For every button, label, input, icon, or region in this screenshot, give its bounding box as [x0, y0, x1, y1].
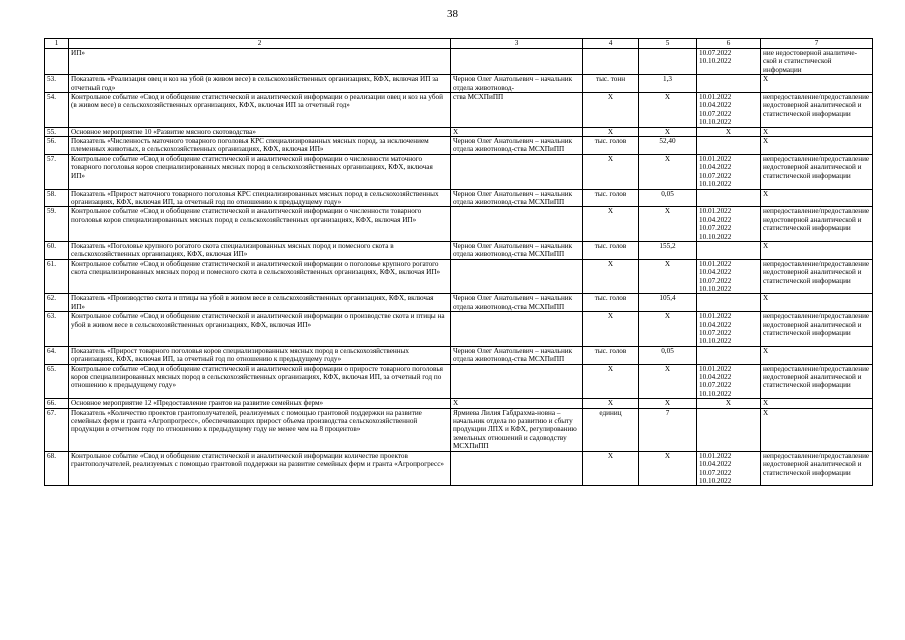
date-item: 10.10.2022: [699, 118, 732, 127]
date-item: 10.01.2022: [699, 207, 732, 216]
note: непредоставление/предоставление недостоверной аналитической и статистической информации: [761, 154, 873, 189]
value: Х: [639, 127, 697, 136]
note: Х: [761, 241, 873, 259]
table-row: [45, 189, 873, 207]
unit: Х: [583, 207, 639, 242]
dates: [697, 207, 761, 242]
date-item: 10.07.2022: [699, 224, 732, 233]
row-description: Показатель «Производство скота и птицы на убой в живом весе в сельскохозяйственных организациях, КФХ, включая ИП»: [69, 294, 451, 312]
value: Х: [639, 312, 697, 347]
table-body: [45, 39, 873, 486]
responsible-person: Ярмиева Лилия Габдрахма-новна – начальник отдела по развитию и сбыту продукции ЛПХ и КФХ, регулированию земельных отношений и садоводству МСХПиПП: [451, 408, 583, 451]
responsible-person: Чернов Олег Анатольевич – начальник отдела животновод-ства МСХПиПП: [451, 294, 583, 312]
date-item: 10.04.2022: [699, 460, 732, 469]
date-item: 10.01.2022: [699, 259, 732, 268]
note: Х: [761, 127, 873, 136]
unit: Х: [583, 127, 639, 136]
note: непредоставление/предоставление недостоверной аналитической и статистической информации: [761, 207, 873, 242]
note: непредоставление/предоставление недостоверной аналитической и статистической информации: [761, 451, 873, 486]
row-description: Показатель «Количество проектов грантополучателей, реализуемых с помощью грантовой поддержки на развитие семейных ферм и гранта «Агропрогресс», обеспечивающих прирост объема производства сельскохозяйственной продукции в отчетном году по отношению к предыдущему году не менее чем на 8 процентов»: [69, 408, 451, 451]
date-item: 10.07.2022: [699, 171, 732, 180]
date-item: 10.04.2022: [699, 373, 732, 382]
responsible-person: Х: [451, 127, 583, 136]
row-description: Основное мероприятие 10 «Развитие мясного скотоводства»: [69, 127, 451, 136]
row-number: 61.: [45, 259, 69, 294]
row-description: Контрольное событие «Свод и обобщение статистической и аналитической информации о поголовье крупного рогатого скота специализированных мясных пород и помесного скота в сельскохозяйственных организациях, КФХ, включая ИП»: [69, 259, 451, 294]
dates: [697, 49, 761, 75]
dates: [697, 364, 761, 399]
value: 0,05: [639, 346, 697, 364]
value: 1,3: [639, 75, 697, 93]
dates: [697, 75, 761, 93]
value: [639, 49, 697, 75]
row-description: Показатель «Поголовье крупного рогатого скота специализированных мясных пород и помесного скота в сельскохозяйственных организациях, КФХ, включая ИП»: [69, 241, 451, 259]
date-item: 10.04.2022: [699, 101, 732, 110]
date-item: 10.07.2022: [699, 276, 732, 285]
table-row: [45, 408, 873, 451]
dates: [697, 408, 761, 451]
unit: Х: [583, 451, 639, 486]
responsible-person: Чернов Олег Анатольевич – начальник отдела животновод-ства МСХПиПП: [451, 241, 583, 259]
unit: Х: [583, 259, 639, 294]
value: 52,40: [639, 137, 697, 155]
row-number: 56.: [45, 137, 69, 155]
dates: [697, 294, 761, 312]
note: Х: [761, 137, 873, 155]
table-row: [45, 137, 873, 155]
date-item: 10.10.2022: [699, 476, 732, 485]
date-item: 10.10.2022: [699, 232, 732, 241]
row-number: 68.: [45, 451, 69, 486]
row-description: Контрольное событие «Свод и обобщение статистической и аналитической информации о производстве скота и птицы на убой в живом весе в сельскохозяйственных организациях, КФХ, включая ИП»: [69, 312, 451, 347]
unit: тыс. тонн: [583, 75, 639, 93]
header-cell-2: 2: [69, 39, 451, 49]
table-row: [45, 364, 873, 399]
value: Х: [639, 207, 697, 242]
table-row: [45, 241, 873, 259]
row-number: 67.: [45, 408, 69, 451]
date-item: 10.01.2022: [699, 451, 732, 460]
responsible-person: Чернов Олег Анатольевич – начальник отдела животновод-: [451, 75, 583, 93]
note: Х: [761, 346, 873, 364]
date-item: 10.07.2022: [699, 329, 732, 337]
row-number: [45, 49, 69, 75]
table-row: [45, 451, 873, 486]
row-number: 63.: [45, 312, 69, 347]
dates: [697, 137, 761, 155]
dates: [697, 189, 761, 207]
row-number: 62.: [45, 294, 69, 312]
value: 105,4: [639, 294, 697, 312]
unit: тыс. голов: [583, 137, 639, 155]
header-cell-5: 5: [639, 39, 697, 49]
date-item: 10.07.2022: [699, 381, 732, 390]
row-description: Контрольное событие «Свод и обобщение статистической и аналитической информации количестве проектов грантополучателей, реализуемых с помощью грантовой поддержки на развитие семейных ферм и гранта «Агропрогресс»: [69, 451, 451, 486]
header-cell-4: 4: [583, 39, 639, 49]
row-number: 66.: [45, 399, 69, 408]
dates: [697, 399, 761, 408]
row-number: 58.: [45, 189, 69, 207]
note: Х: [761, 399, 873, 408]
value: Х: [639, 93, 697, 128]
unit: [583, 49, 639, 75]
responsible-person: [451, 49, 583, 75]
date-item: 10.07.2022: [699, 49, 732, 57]
note: Х: [761, 75, 873, 93]
value: Х: [639, 399, 697, 408]
table-row: [45, 127, 873, 136]
table-row: [45, 154, 873, 189]
table-row: [45, 399, 873, 408]
row-description: Показатель «Численность маточного товарного поголовья КРС специализированных мясных пород, за исключением племенных животных, в сельскохозяйственных организациях, КФХ, включая ИП»: [69, 137, 451, 155]
header-row: [45, 39, 873, 49]
responsible-person: [451, 207, 583, 242]
date-item: 10.10.2022: [699, 180, 732, 189]
date-item: 10.01.2022: [699, 312, 732, 321]
responsible-person: Х: [451, 399, 583, 408]
responsible-person: [451, 364, 583, 399]
row-description: Показатель «Прирост маточного товарного поголовья КРС специализированных мясных пород в сельскохозяйственных организациях, КФХ, включая ИП, за отчетный год по отношению к предыдущему году»: [69, 189, 451, 207]
responsible-person: Чернов Олег Анатольевич – начальник отдела животновод-ства МСХПиПП: [451, 137, 583, 155]
table-row: [45, 207, 873, 242]
unit: Х: [583, 364, 639, 399]
row-number: 55.: [45, 127, 69, 136]
unit: тыс. голов: [583, 189, 639, 207]
dates: [697, 451, 761, 486]
table-row: [45, 93, 873, 128]
table-row: [45, 346, 873, 364]
date-item: Х: [725, 127, 732, 136]
dates: [697, 93, 761, 128]
row-description: ИП»: [69, 49, 451, 75]
row-description: Основное мероприятие 12 «Предоставление грантов на развитие семейных ферм»: [69, 399, 451, 408]
dates: [697, 259, 761, 294]
row-description: Контрольное событие «Свод и обобщение статистической и аналитической информации о приросте товарного поголовья коров специализированных мясных пород в сельскохозяйственных организациях, КФХ, включая ИП, за отчетный год по отношению к предыдущему году»: [69, 364, 451, 399]
responsible-person: Чернов Олег Анатольевич – начальник отдела животновод-ства МСХПиПП: [451, 189, 583, 207]
row-number: 65.: [45, 364, 69, 399]
date-item: Х: [725, 399, 732, 408]
value: 155,2: [639, 241, 697, 259]
unit: Х: [583, 312, 639, 347]
date-item: 10.04.2022: [699, 320, 732, 329]
row-number: 57.: [45, 154, 69, 189]
note: непредоставление/предоставление недостоверной аналитической и статистической информации: [761, 312, 873, 347]
header-cell-1: 1: [45, 39, 69, 49]
page-number: 38: [447, 8, 458, 20]
note: ние недостоверной аналитиче-ской и статистической информации: [761, 49, 873, 75]
unit: Х: [583, 154, 639, 189]
row-description: Контрольное событие «Свод и обобщение статистической и аналитической информации о численности маточного товарного поголовья коров специализированных мясных пород в сельскохозяйственных организациях, КФХ, включая ИП»: [69, 154, 451, 189]
row-description: Показатель «Прирост товарного поголовья коров специализированных мясных пород в сельскохозяйственных организациях, КФХ, включая ИП, за отчетный год по отношению к предыдущему году»: [69, 346, 451, 364]
date-item: 10.07.2022: [699, 109, 732, 118]
row-description: Контрольное событие «Свод и обобщение статистической и аналитической информации о численности товарного поголовья коров специализированных мясных пород в сельскохозяйственных организациях, КФХ, включая ИП»: [69, 207, 451, 242]
note: Х: [761, 408, 873, 451]
table-row: [45, 312, 873, 347]
row-number: 64.: [45, 346, 69, 364]
unit: единиц: [583, 408, 639, 451]
table-row: [45, 75, 873, 93]
dates: [697, 312, 761, 347]
row-number: 53.: [45, 75, 69, 93]
date-item: 10.01.2022: [699, 93, 732, 102]
unit: тыс. голов: [583, 346, 639, 364]
dates: [697, 346, 761, 364]
value: Х: [639, 364, 697, 399]
value: 7: [639, 408, 697, 451]
responsible-person: [451, 154, 583, 189]
row-number: 59.: [45, 207, 69, 242]
date-item: 10.04.2022: [699, 268, 732, 277]
note: Х: [761, 189, 873, 207]
dates: [697, 241, 761, 259]
table-row: [45, 49, 873, 75]
note: непредоставление/предоставление недостоверной аналитической и статистической информации: [761, 93, 873, 128]
value: Х: [639, 154, 697, 189]
unit: тыс. голов: [583, 241, 639, 259]
date-item: 10.04.2022: [699, 215, 732, 224]
responsible-person: Чернов Олег Анатольевич – начальник отдела животновод-ства МСХПиПП: [451, 346, 583, 364]
row-number: 60.: [45, 241, 69, 259]
row-description: Контрольное событие «Свод и обобщение статистической и аналитической информации о реализации овец и коз на убой (в живом весе) в сельскохозяйственных организациях, КФХ, включая ИП за отчетный год»: [69, 93, 451, 128]
note: непредоставление/предоставление недостоверной аналитической и статистической информации: [761, 259, 873, 294]
unit: Х: [583, 93, 639, 128]
table-row: [45, 259, 873, 294]
note: непредоставление/предоставление недостоверной аналитической и статистической информации: [761, 364, 873, 399]
plan-table: [44, 38, 873, 486]
header-cell-7: 7: [761, 39, 873, 49]
responsible-person: [451, 451, 583, 486]
note: Х: [761, 294, 873, 312]
date-item: 10.10.2022: [699, 337, 732, 346]
unit: Х: [583, 399, 639, 408]
unit: тыс. голов: [583, 294, 639, 312]
value: Х: [639, 259, 697, 294]
responsible-person: [451, 259, 583, 294]
dates: [697, 127, 761, 136]
row-description: Показатель «Реализация овец и коз на убой (в живом весе) в сельскохозяйственных организациях, КФХ, включая ИП за отчетный год»: [69, 75, 451, 93]
responsible-person: [451, 312, 583, 347]
date-item: 10.01.2022: [699, 364, 732, 373]
date-item: 10.10.2022: [699, 389, 732, 398]
header-cell-3: 3: [451, 39, 583, 49]
dates: [697, 154, 761, 189]
date-item: 10.01.2022: [699, 154, 732, 163]
responsible-person: ства МСХПиПП: [451, 93, 583, 128]
date-item: 10.10.2022: [699, 57, 732, 66]
table-row: [45, 294, 873, 312]
header-cell-6: 6: [697, 39, 761, 49]
row-number: 54.: [45, 93, 69, 128]
date-item: 10.10.2022: [699, 284, 732, 293]
date-item: 10.07.2022: [699, 468, 732, 477]
value: 0,05: [639, 189, 697, 207]
date-item: 10.04.2022: [699, 163, 732, 172]
value: Х: [639, 451, 697, 486]
